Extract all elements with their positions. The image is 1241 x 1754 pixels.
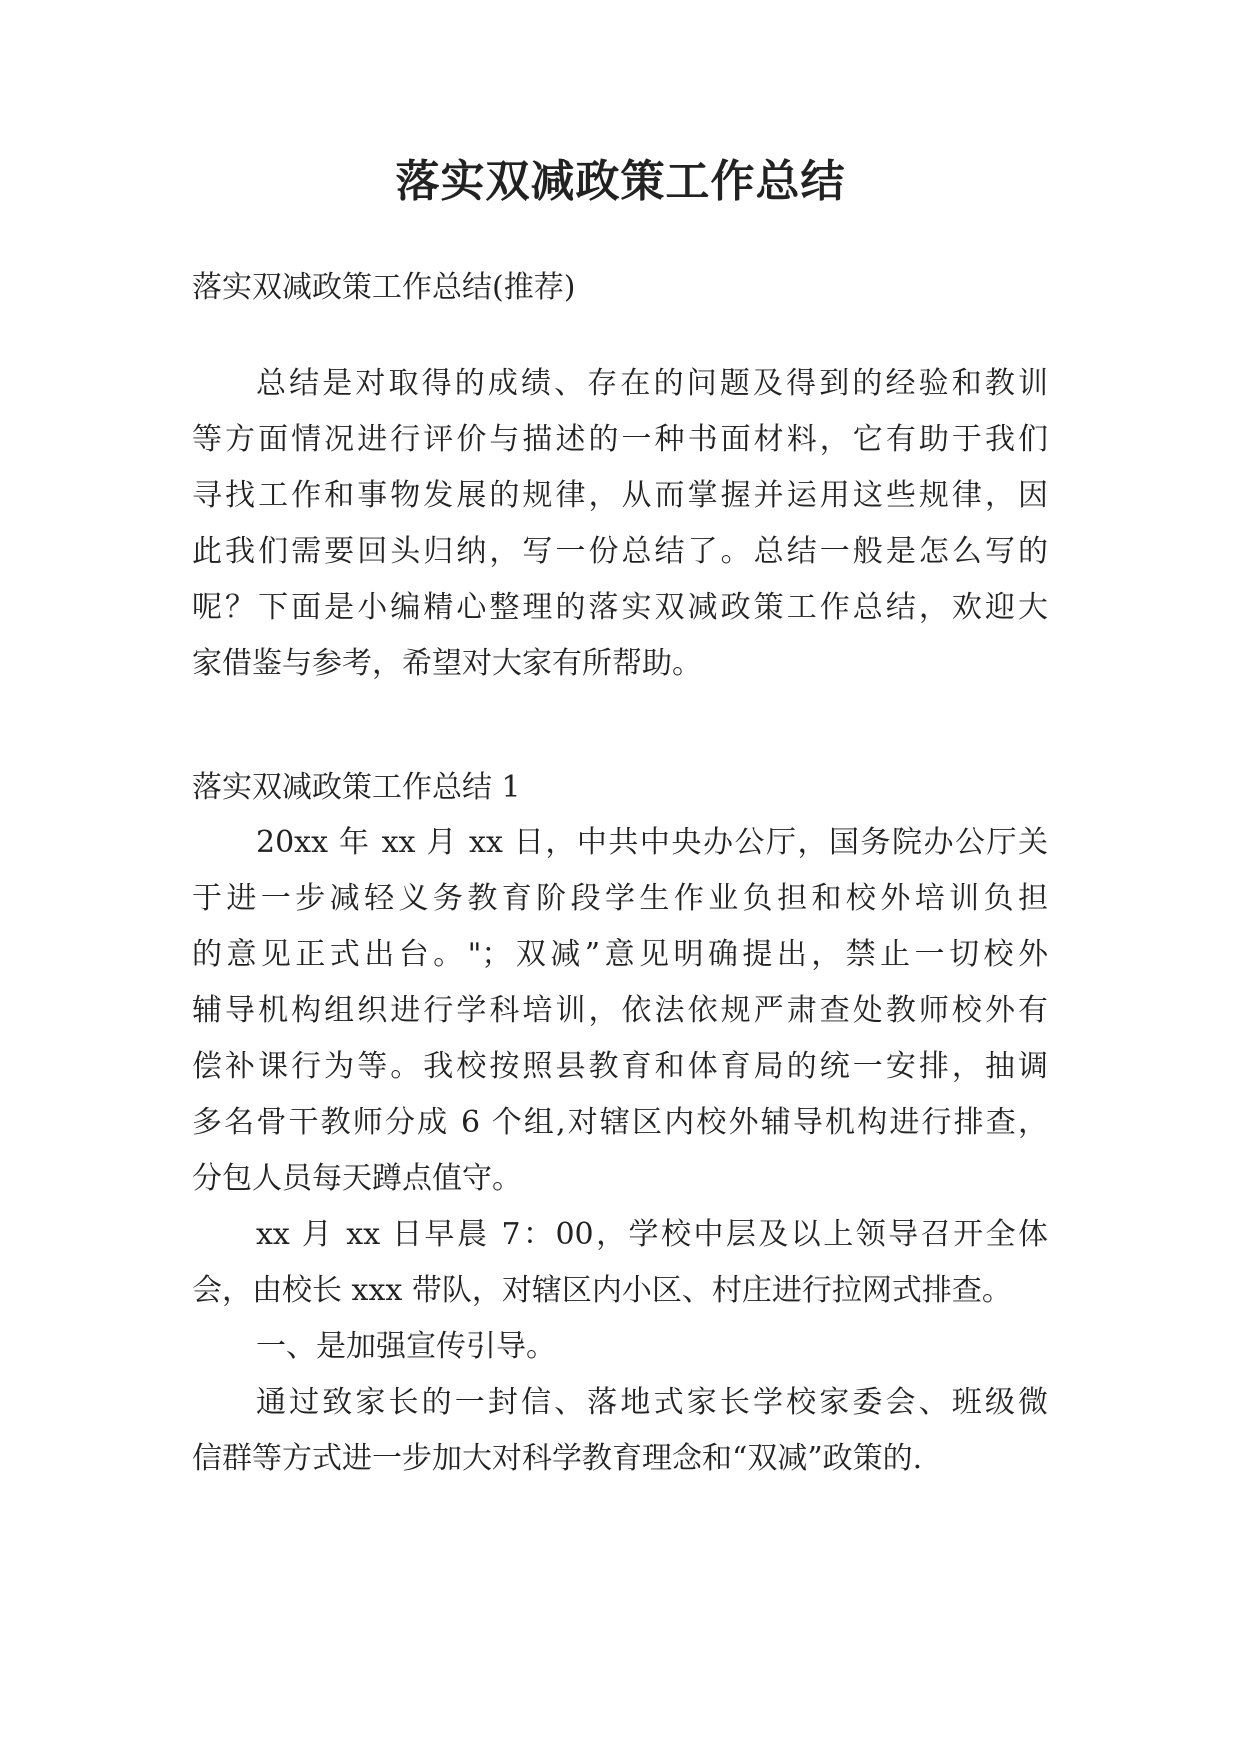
section-heading: 落实双减政策工作总结 1	[192, 770, 521, 805]
paragraph-line: xx 月 xx 日早晨 7：00，学校中层及以上领导召开全体	[256, 1217, 1048, 1252]
intro-line: 此我们需要回头归纳，写一份总结了。总结一般是怎么写的	[192, 534, 1048, 569]
intro-paragraph	[192, 356, 1048, 692]
section-paragraph	[192, 1375, 1048, 1487]
intro-line: 寻找工作和事物发展的规律，从而掌握并运用这些规律，因	[192, 478, 1048, 513]
paragraph-line: 会，由校长 xxx 带队，对辖区内小区、村庄进行拉网式排查。	[192, 1273, 1012, 1308]
paragraph-line: 20xx 年 xx 月 xx 日，中共中央办公厅，国务院办公厅关	[256, 825, 1048, 860]
paragraph-line: 通过致家长的一封信、落地式家长学校家委会、班级微	[256, 1385, 1048, 1420]
section-paragraph	[192, 1207, 1048, 1319]
section-paragraph	[192, 1319, 1048, 1375]
intro-line: 等方面情况进行评价与描述的一种书面材料，它有助于我们	[192, 422, 1048, 457]
paragraph-line: 信群等方式进一步加大对科学教育理念和“双减”政策的.	[192, 1441, 923, 1476]
document-title: 落实双减政策工作总结	[395, 156, 846, 207]
intro-line: 总结是对取得的成绩、存在的问题及得到的经验和教训	[256, 366, 1048, 401]
paragraph-line: 的意见正式出台。"；双减”意见明确提出，禁止一切校外	[192, 937, 1048, 972]
paragraph-line: 偿补课行为等。我校按照县教育和体育局的统一安排，抽调	[192, 1049, 1048, 1084]
paragraph-line: 一、是加强宣传引导。	[256, 1329, 556, 1364]
paragraph-line: 多名骨干教师分成 6 个组,对辖区内校外辅导机构进行排查，	[192, 1105, 1048, 1140]
paragraph-line: 辅导机构组织进行学科培训，依法依规严肃查处教师校外有	[192, 993, 1048, 1028]
paragraph-line: 分包人员每天蹲点值守。	[192, 1161, 522, 1196]
section-paragraph	[192, 815, 1048, 1207]
intro-line: 呢？下面是小编精心整理的落实双减政策工作总结，欢迎大	[192, 590, 1048, 625]
paragraph-line: 于进一步减轻义务教育阶段学生作业负担和校外培训负担	[192, 881, 1048, 916]
document-subtitle: 落实双减政策工作总结(推荐)	[192, 270, 576, 305]
intro-line: 家借鉴与参考，希望对大家有所帮助。	[192, 646, 702, 681]
